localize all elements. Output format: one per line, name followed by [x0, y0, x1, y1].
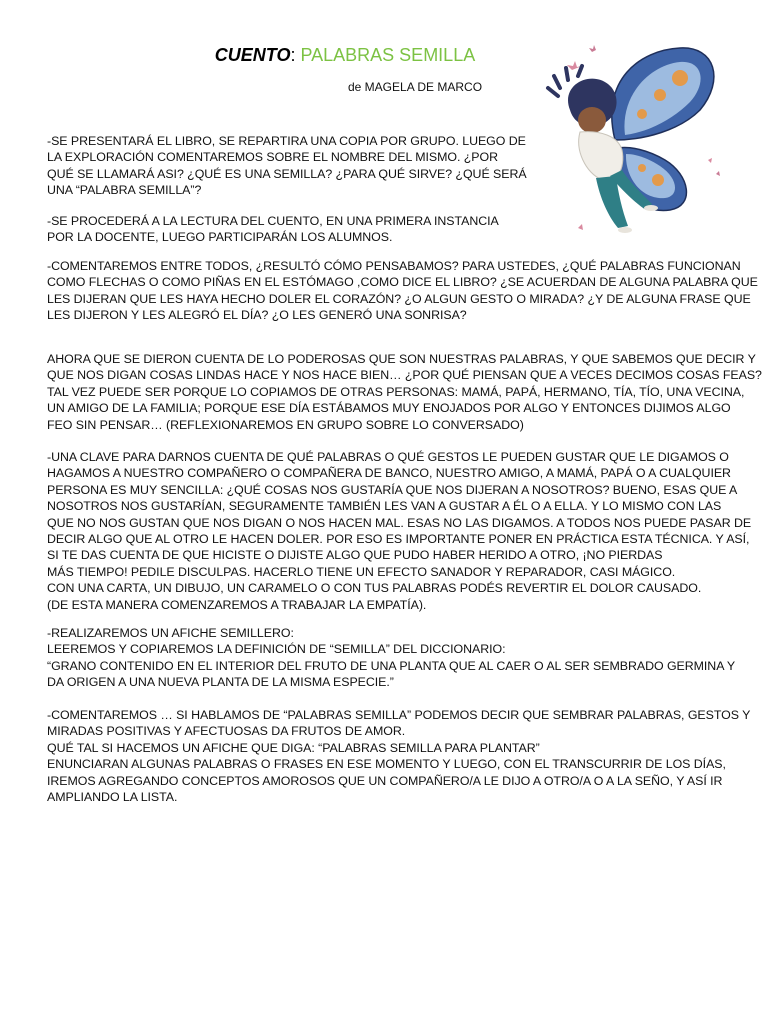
butterfly-child-illustration — [530, 40, 730, 240]
text-line: COMO FLECHAS O COMO PIÑAS EN EL ESTÓMAGO ,COMO DICE EL LIBRO? ¿SE ACUERDAN DE ALGUNA PALABRA QUE — [47, 275, 758, 290]
text-line: DA ORIGEN A UNA NUEVA PLANTA DE LA MISMA ESPECIE.” — [47, 675, 394, 690]
text-line: LES DIJERON Y LES ALEGRÓ EL DÍA? ¿O LES GENERÓ UNA SONRISA? — [47, 308, 467, 323]
text-line: FEO SIN PENSAR… (REFLEXIONAREMOS EN GRUPO SOBRE LO CONVERSADO) — [47, 417, 524, 432]
text-line: ENUNCIARAN ALGUNAS PALABRAS O FRASES EN ESE MOMENTO Y LUEGO, CON EL TRANSCURRIR DE LOS DÍAS, — [47, 757, 726, 772]
text-line: “GRANO CONTENIDO EN EL INTERIOR DEL FRUTO DE UNA PLANTA QUE AL CAER O AL SER SEMBRADO GERMINA Y — [47, 658, 736, 673]
text-line: CON UNA CARTA, UN DIBUJO, UN CARAMELO O CON TUS PALABRAS PODÉS REVERTIR EL DOLOR CAUSADO. — [47, 581, 702, 596]
text-line: -UNA CLAVE PARA DARNOS CUENTA DE QUÉ PALABRAS O QUÉ GESTOS LE PUEDEN GUSTAR QUE LE DIGAMOS O — [47, 450, 729, 464]
text-line: -COMENTAREMOS ENTRE TODOS, ¿RESULTÓ CÓMO PENSABAMOS? PARA USTEDES, ¿QUÉ PALABRAS FUNCIONAN — [47, 259, 741, 273]
text-line: -REALIZAREMOS UN AFICHE SEMILLERO: — [47, 626, 294, 640]
title-main: PALABRAS SEMILLA — [300, 45, 476, 65]
text-line: LA EXPLORACIÓN COMENTAREMOS SOBRE EL NOMBRE DEL MISMO. ¿POR — [47, 150, 498, 165]
title-prefix: CUENTO — [214, 45, 291, 65]
paragraph-reflection — [47, 351, 762, 433]
text-line: POR LA DOCENTE, LUEGO PARTICIPARÁN LOS ALUMNOS. — [47, 230, 393, 245]
text-line: HAGAMOS A NUESTRO COMPAÑERO O COMPAÑERA DE BANCO, NUESTRO AMIGO, A MAMÁ, PAPÁ O A CUALQUIER — [47, 466, 731, 481]
text-line: QUE NOS DIGAN COSAS LINDAS HACE Y NOS HACE BIEN… ¿POR QUÉ PIENSAN QUE A VECES DECIMOS COSAS FEAS? — [47, 368, 762, 383]
text-line: QUE NO NOS GUSTAN QUE NOS DIGAN O NOS HACEN MAL. ESAS NO LAS DIGAMOS. A TODOS NOS PUEDE PASAR DE — [47, 515, 752, 530]
text-line: -SE PRESENTARÁ EL LIBRO, SE REPARTIRA UNA COPIA POR GRUPO. LUEGO DE — [47, 134, 526, 148]
paragraph-poster — [47, 625, 735, 691]
paragraph-reading — [47, 213, 499, 246]
text-line: -COMENTAREMOS … SI HABLAMOS DE “PALABRAS SEMILLA” PODEMOS DECIR QUE SEMBRAR PALABRAS, GESTOS Y — [47, 708, 751, 722]
text-line: -SE PROCEDERÁ A LA LECTURA DEL CUENTO, EN UNA PRIMERA INSTANCIA — [47, 214, 499, 228]
paragraph-discussion — [47, 258, 758, 324]
text-line: SI TE DAS CUENTA DE QUE HICISTE O DIJISTE ALGO QUE PUDO HABER HERIDO A OTRO, ¡NO PIERDAS — [47, 548, 663, 563]
text-line: IREMOS AGREGANDO CONCEPTOS AMOROSOS QUE UN COMPAÑERO/A LE DIJO A OTRO/A O A LA SEÑO, Y ASÍ IR — [47, 773, 723, 788]
paragraph-empathy — [47, 449, 751, 613]
text-line: QUÉ TAL SI HACEMOS UN AFICHE QUE DIGA: “PALABRAS SEMILLA PARA PLANTAR” — [47, 740, 540, 755]
text-line: LES DIJERAN QUE LES HAYA HECHO DOLER EL CORAZÓN? ¿O ALGUN GESTO O MIRADA? ¿Y DE ALGUNA FRASE QUE — [47, 291, 751, 306]
text-line: QUÉ SE LLAMARÁ ASI? ¿QUÉ ES UNA SEMILLA? ¿PARA QUÉ SIRVE? ¿QUÉ SERÁ — [47, 166, 527, 181]
text-line: MIRADAS POSITIVAS Y AFECTUOSAS DA FRUTOS DE AMOR. — [47, 724, 406, 739]
text-line: AMPLIANDO LA LISTA. — [47, 790, 178, 805]
text-line: NOSOTROS NOS GUSTARÍAN, SEGURAMENTE TAMBIÉN LES VAN A GUSTAR A ÉL O A ELLA. Y LO MISMO CON LAS — [47, 499, 722, 514]
text-line: UN AMIGO DE LA FAMILIA; PORQUE ESE DÍA ESTÁBAMOS MUY ENOJADOS POR ALGO Y ENTONCES DIJIMOS ALGO — [47, 401, 731, 416]
text-line: (DE ESTA MANERA COMENZAREMOS A TRABAJAR LA EMPATÍA). — [47, 597, 427, 612]
text-line: UNA “PALABRA SEMILLA”? — [47, 183, 202, 198]
text-line: DECIR ALGO QUE AL OTRO LE HACEN DOLER. POR ESO ES IMPORTANTE PONER EN PRÁCTICA ESTA TÉCNICA. Y ASÍ, — [47, 532, 750, 547]
title-colon: : — [290, 45, 301, 65]
text-line: LEEREMOS Y COPIAREMOS LA DEFINICIÓN DE “SEMILLA” DEL DICCIONARIO: — [47, 642, 506, 657]
text-line: MÁS TIEMPO! PEDILE DISCULPAS. HACERLO TIENE UN EFECTO SANADOR Y REPARADOR, CASI MÁGICO. — [47, 564, 676, 579]
text-line: AHORA QUE SE DIERON CUENTA DE LO PODEROSAS QUE SON NUESTRAS PALABRAS, Y QUE SABEMOS QUE DECIR Y — [47, 352, 756, 366]
author-line: de MAGELA DE MARCO — [348, 80, 483, 94]
paragraph-closing — [47, 707, 750, 805]
paragraph-presentation — [47, 133, 527, 199]
text-line: TAL VEZ PUEDE SER PORQUE LO COPIAMOS DE OTRAS PERSONAS: MAMÁ, PAPÁ, HERMANO, TÍA, TÍO, UNA VECINA, — [47, 384, 745, 399]
text-line: PERSONA ES MUY SENCILLA: ¿QUÉ COSAS NOS GUSTARÍA QUE NOS DIJERAN A NOSOTROS? BUENO, ESAS QUE A — [47, 482, 738, 497]
